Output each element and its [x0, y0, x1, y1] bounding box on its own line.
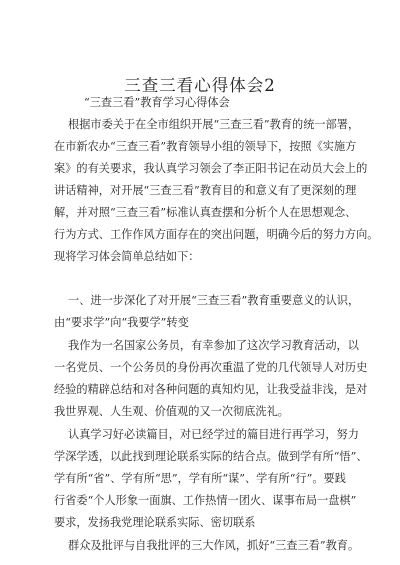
paragraph-line: 学深学透，以此找到理论联系实际的结合点。做到学有所“悟”、 [54, 450, 368, 463]
paragraph-line: 要求，发扬我党理论联系实际、密切联系 [54, 516, 256, 529]
paragraph-line: 行为方式、工作作风方面存在的突出问题，明确今后的努力方向。 [54, 228, 379, 241]
paragraph-line: 根据市委关于在全市组织开展“三查三看”教育的统一部署， [68, 118, 360, 131]
paragraph-line: 行省委“个人形象一面旗、工作热情一团火、谋事布局一盘棋” [54, 494, 357, 507]
paragraph-line: 现将学习体会简单总结如下： [54, 250, 200, 263]
paragraph-line: 案》的有关要求，我认真学习领会了李正阳书记在动员大会上的 [54, 162, 368, 175]
paragraph-line: 群众及批评与自我批评的三大作风，抓好“三查三看”教育。 [68, 539, 360, 552]
paragraph-line: 在市新农办“三查三看”教育领导小组的领导下，按照《实施方 [54, 140, 357, 153]
paragraph-line: 认真学习好必读篇目，对已经学过的篇目进行再学习，努力 [68, 428, 359, 441]
paragraph-line: 学有所“省”、学有所“思”，学有所“谋”、学有所“行”。要践 [54, 472, 346, 485]
section-heading-line: 一、进一步深化了对开展“三查三看”教育重要意义的认识， [68, 294, 360, 307]
paragraph-line: 经验的精辟总结和对各种问题的真知灼见，让我受益非浅，是对 [54, 383, 368, 396]
paragraph-line: 解，并对照“三查三看”标准认真查摆和分析个人在思想观念、 [54, 206, 357, 219]
paragraph-line: 讲话精神，对开展“三查三看”教育目的和意义有了更深刻的理 [54, 184, 357, 197]
section-heading-line: 由“要求学”向“我要学”转变 [54, 316, 189, 329]
paragraph-line: 一名党员、一个公务员的身份再次重温了党的几代领导人对历史 [54, 361, 368, 374]
paragraph-line: 我世界观、人生观、价值观的又一次彻底洗礼。 [54, 405, 289, 418]
subtitle-line: “三查三看”教育学习心得体会 [84, 96, 230, 109]
document-title: 三查三看心得体会2 [124, 76, 276, 95]
paragraph-line: 我作为一名国家公务员，有幸参加了这次学习教育活动，以 [68, 339, 359, 352]
